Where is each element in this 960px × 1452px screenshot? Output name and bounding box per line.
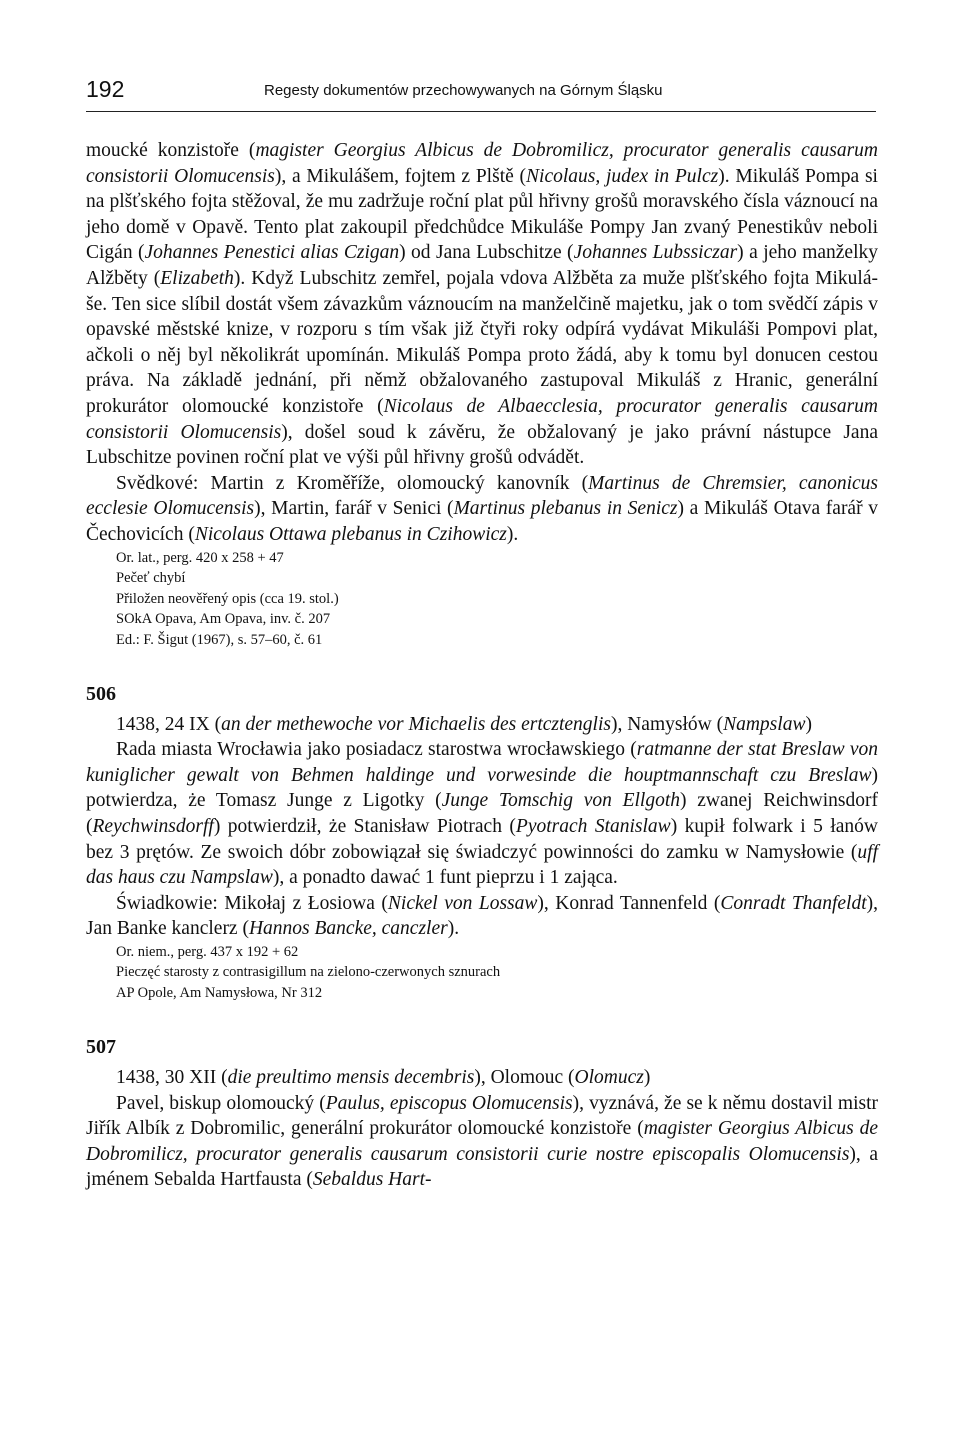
latin-quotation: Nicolaus de Albaecclesia, procurator generalis causarum consistorii Olomucensis [86,395,878,443]
witnesses-paragraph [86,891,878,942]
latin-quotation: Conradt Thanfeldt [720,892,867,914]
archival-note-line: Pečeť chybí [116,570,186,586]
text-run: ), Namysłów ( [610,713,724,735]
latin-quotation: Johannes Penestici alias Czigan [144,242,400,264]
latin-quotation: Nicolaus Ottawa plebanus in Czihowicz [194,523,507,545]
regest-paragraph [86,1091,878,1193]
latin-quotation: Martinus de Chremsier, canonicus ecclesie Olomucensis [86,472,878,520]
text-run: ), a ponadto dawać 1 funt pieprzu i 1 zająca. [272,867,618,889]
text-run: ) [805,713,812,735]
latin-quotation: die preultimo mensis decembris [227,1067,475,1089]
text-run: ). Když Lubschitz zemřel, pojala vdova Alžběta za muže plšťského fojta Mikuláše. Ten sice slíbil dostát všem závazkům váznoucím na manželčině majetku, jak o tom svědčí zápis v opavské městské knize, v rozporu s tím však již čtyři roky odpírá vydávat Mikuláši Pompovi plat, ačkoli o něj byl několikrát upomínán. Mikuláš Pompa proto žádá, aby k tomu byl donucen cestou práva. Na základě jednání, při němž obžalovaného zastupoval Mikuláš z Hranic, generální prokurátor olomoucké konzistoře ( [86,267,878,417]
latin-quotation: Sebaldus Hart- [312,1169,432,1191]
latin-quotation: magister Georgius Albicus de Dobromilicz, procurator generalis causarum consistorii Olomucensis [86,140,879,187]
latin-quotation: ratmanne der stat Breslaw von kuniglicher gewalt von Behmen haldinge und vorwesinde die houptmannschaft czu Breslaw [86,739,878,786]
entry-date-place [86,712,878,738]
latin-quotation: an der methewoche vor Michaelis des ertcztenglis [221,713,611,735]
latin-quotation: Johannes Lubssiczar [573,242,738,264]
text-run: ), Olomouc ( [474,1067,575,1089]
text-run: ) a jeho manželky Alžběty ( [86,242,878,289]
latin-quotation: Nickel von Lossaw [387,892,538,914]
text-run: ), došel soud k závěru, že obžalovaný je jako právní nástupce Jana Lubschitze povinen roční plat ve výši půl hřivny grošů odvádět. [86,421,878,469]
text-run: 1438, 24 IX ( [116,713,222,735]
text-run: ). Mikuláš Pompa si na plšťského fojta stěžoval, že mu zadržuje roční plat půl hřivny grošů moravského čísla váznoucí na jeho domě v Opavě. Tento plat zakoupil předchůdce Mikuláše Pompy Jan zvaný Penestikův neboli Cigán ( [86,165,878,264]
latin-quotation: Reychwinsdorff [92,815,214,837]
text-run: ), vyznává, že se k němu dostavil mistr Jiřík Albík z Dobromilic, generální prokurátor olomoucké konzistoře ( [86,1092,879,1140]
entry-number: 507 [86,1036,116,1059]
text-run: Świadkowie: Mikołaj z Łosiowa ( [116,892,388,914]
latin-quotation: Paulus, episcopus Olomucensis [325,1092,573,1114]
text-run: Svědkové: Martin z Kroměříže, olomoucký kanovník ( [116,472,589,494]
text-run: ). [506,523,519,545]
entry-number: 506 [86,683,116,705]
text-run: ), Jan Banke kanclerz ( [86,892,878,940]
text-run: ), Martin, farář v Senici ( [254,498,454,520]
latin-quotation: Elizabeth [160,267,234,289]
text-run: Rada miasta Wrocławia jako posiadacz starostwa wrocławskiego ( [116,739,637,761]
text-run: ) [643,1067,651,1089]
text-run: ), a Mikulášem, fojtem z Plště ( [274,165,527,187]
latin-quotation: Martinus plebanus in Senicz [453,498,678,520]
latin-quotation: uff das haus czu Nampslaw [86,841,878,889]
archival-note-line: AP Opole, Am Namysłowa, Nr 312 [116,984,323,1001]
header-rule [86,111,876,112]
archival-note-line: Or. lat., perg. 420 x 258 + 47 [116,549,284,566]
latin-quotation: Hannos Bancke, canczler [248,918,448,940]
latin-quotation: Nicolaus, judex in Pulcz [526,165,719,187]
witnesses-paragraph [86,471,878,548]
page-number: 192 [86,76,125,102]
regest-paragraph [86,737,878,891]
text-run: ) potwierdził, że Stanisław Piotrach ( [213,815,516,837]
archival-note-line: Přiložen neověřený opis (cca 19. stol.) [116,590,339,607]
latin-quotation: Nampslaw [723,713,806,735]
text-run: ), Konrad Tannenfeld ( [537,892,721,914]
text-run: ). [447,918,460,940]
text-run: Pavel, biskup olomoucký ( [116,1092,326,1114]
archival-note-line: SOkA Opava, Am Opava, inv. č. 207 [116,611,331,627]
text-run: ) a Mikuláš Otava farář v Čechovicích ( [86,498,879,545]
text-run: 1438, 30 XII ( [116,1067,228,1089]
latin-quotation: Pyotrach Stanislaw [515,815,671,837]
archival-notes [116,548,878,651]
latin-quotation: Junge Tomschig von Ellgoth [441,790,681,812]
text-run: ), a jménem Sebalda Hartfausta ( [86,1143,878,1191]
page-header [86,76,876,110]
archival-note-line: Or. niem., perg. 437 x 192 + 62 [116,943,299,960]
text-run: ) kupił folwark i 5 łanów bez 3 prętów. Ze swoich dóbr zobowiązał się świadczyć powinności do zamku w Namysłowie ( [86,815,879,863]
continuation-paragraph [86,138,878,471]
text-run: ) potwierdza, że Tomasz Junge z Ligotky ( [86,764,878,812]
running-title: Regesty dokumentów przechowywanych na Górnym Śląsku [264,82,663,99]
archival-note-line: Pieczęć starosty z contrasigillum na zielono-czerwonych sznurach [116,964,501,981]
body-text [86,138,878,1193]
archival-note-line: Ed.: F. Šigut (1967), s. 57–60, č. 61 [116,631,323,648]
text-run: ) od Jana Lubschitze ( [399,242,574,264]
latin-quotation: Olomucz [574,1067,644,1089]
text-run: ) zwanej Reichwinsdorf ( [86,790,879,837]
latin-quotation: magister Georgius Albicus de Dobromilicz, procurator generalis causarum consistorii curie nostre episcopalis Olomucensis [86,1118,878,1165]
entry-date-place [86,1065,878,1091]
text-run: moucké konzistoře ( [86,140,256,161]
archival-notes [116,942,878,1004]
